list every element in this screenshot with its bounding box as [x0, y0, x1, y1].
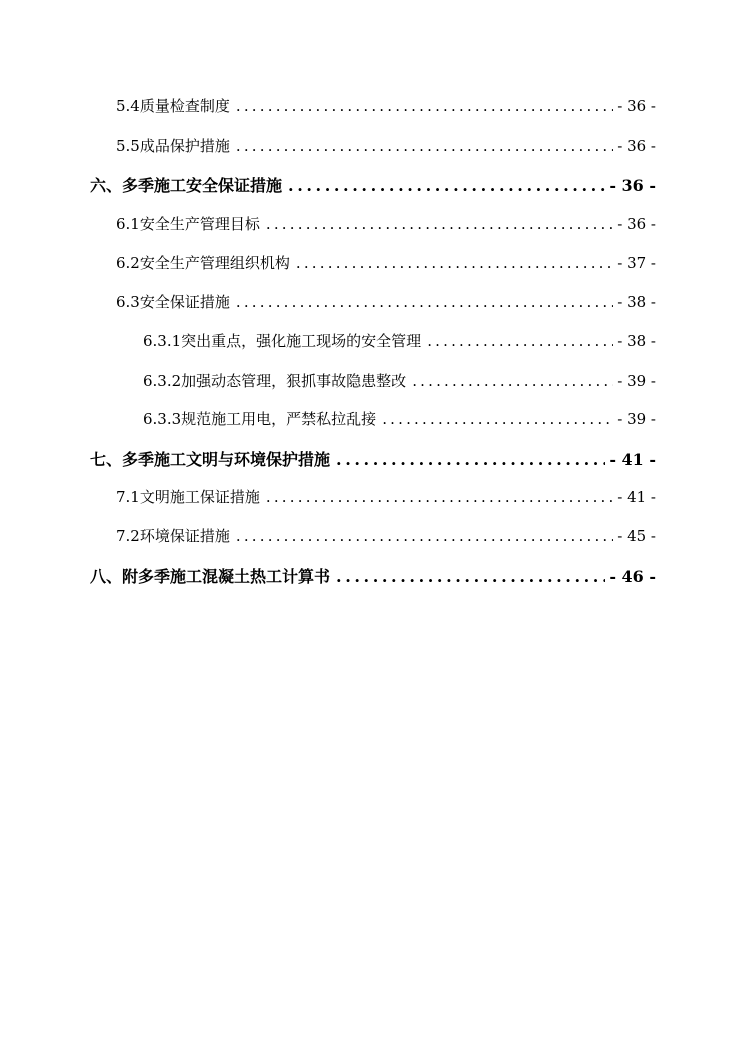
toc-entry-title: 附多季施工混凝土热工计算书: [122, 567, 331, 586]
toc-entry-page: - 36 -: [617, 137, 656, 155]
toc-entry-title: 安全保证措施: [139, 293, 230, 311]
toc-entry-7-2[interactable]: [116, 524, 656, 548]
toc-entry-page: - 36 -: [617, 97, 656, 115]
toc-entry-number: 6.3.2: [143, 372, 182, 390]
toc-entry-title: 安全生产管理组织机构: [139, 254, 290, 272]
toc-entry-title: 规范施工用电，严禁私拉乱接: [181, 410, 377, 428]
toc-entry-7-1[interactable]: [116, 485, 656, 509]
toc-entry-number: 6.3.3: [143, 410, 182, 428]
toc-entry-page: - 39 -: [617, 410, 656, 428]
toc-entry-title: 多季施工安全保证措施: [122, 176, 283, 195]
toc-entry-number: 7.1: [116, 488, 140, 506]
toc-entry-number: 7.2: [116, 527, 140, 545]
dot-leader: [266, 485, 613, 509]
toc-entry-number: 6.3.1: [143, 332, 182, 350]
toc-entry-chapter-6[interactable]: [90, 174, 656, 198]
toc-entry-number: 6.2: [116, 254, 140, 272]
toc-entry-page: - 36 -: [617, 215, 656, 233]
toc-entry-number: 七、: [90, 450, 123, 469]
toc-entry-title: 多季施工文明与环境保护措施: [122, 450, 331, 469]
dot-leader: [382, 407, 613, 431]
toc-entry-page: - 37 -: [617, 254, 656, 272]
dot-leader: [236, 290, 613, 314]
dot-leader: [266, 212, 613, 236]
toc-entry-title: 环境保证措施: [139, 527, 230, 545]
toc-entry-5-5[interactable]: [116, 134, 656, 158]
toc-entry-6-3[interactable]: [116, 290, 656, 314]
dot-leader: [236, 524, 613, 548]
toc-entry-title: 成品保护措施: [139, 137, 230, 155]
toc-entry-number: 六、: [90, 176, 123, 195]
toc-entry-6-3-1[interactable]: [143, 329, 656, 353]
toc-entry-page: - 38 -: [617, 332, 656, 350]
dot-leader: [236, 134, 613, 158]
toc-entry-5-4[interactable]: [116, 94, 656, 118]
dot-leader: [288, 174, 605, 198]
toc-entry-number: 5.4: [116, 97, 140, 115]
toc-entry-6-1[interactable]: [116, 212, 656, 236]
toc-entry-title: 质量检查制度: [139, 97, 230, 115]
toc-entry-title: 加强动态管理，狠抓事故隐患整改: [181, 372, 407, 390]
toc-entry-page: - 46 -: [609, 567, 656, 586]
dot-leader: [296, 251, 613, 275]
toc-entry-6-2[interactable]: [116, 251, 656, 275]
toc-entry-title: 文明施工保证措施: [139, 488, 260, 506]
toc-entry-title: 安全生产管理目标: [139, 215, 260, 233]
toc-entry-6-3-2[interactable]: [143, 369, 656, 393]
toc-entry-page: - 36 -: [609, 176, 656, 195]
toc-entry-chapter-7[interactable]: [90, 448, 656, 472]
toc-entry-page: - 39 -: [617, 372, 656, 390]
toc-entry-number: 6.3: [116, 293, 140, 311]
toc-entry-page: - 38 -: [617, 293, 656, 311]
toc-entry-6-3-3[interactable]: [143, 407, 656, 431]
toc-entry-title: 突出重点，强化施工现场的安全管理: [181, 332, 422, 350]
dot-leader: [412, 369, 613, 393]
toc-entry-number: 6.1: [116, 215, 140, 233]
toc-entry-page: - 41 -: [617, 488, 656, 506]
toc-entry-number: 八、: [90, 567, 123, 586]
toc-entry-chapter-8[interactable]: [90, 565, 656, 589]
toc-entry-page: - 45 -: [617, 527, 656, 545]
dot-leader: [427, 329, 613, 353]
dot-leader: [336, 448, 605, 472]
toc-entry-number: 5.5: [116, 137, 140, 155]
dot-leader: [336, 565, 605, 589]
dot-leader: [236, 94, 613, 118]
toc-entry-page: - 41 -: [609, 450, 656, 469]
